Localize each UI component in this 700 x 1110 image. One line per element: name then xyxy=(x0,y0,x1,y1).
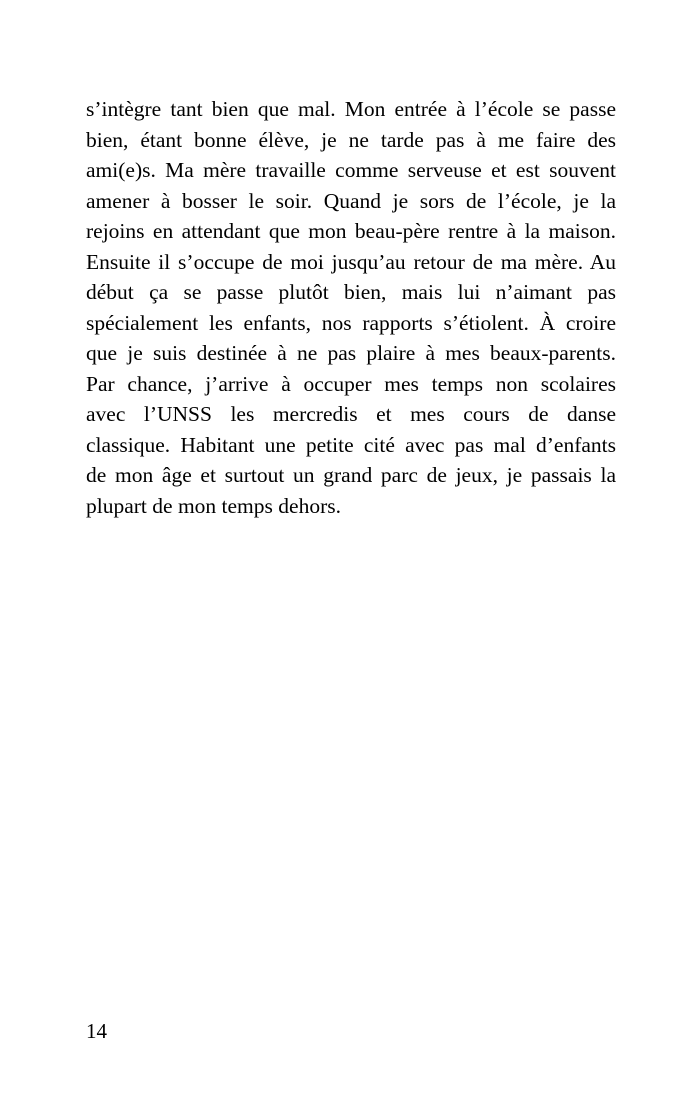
paragraph-line: classique. Habitant une petite cité avec pas mal d’enfants xyxy=(86,432,616,457)
paragraph-line: ami(e)s. Ma mère travaille comme serveuse et est souvent xyxy=(86,158,616,182)
paragraph-line: s’intègre tant bien que mal. Mon entrée à l’école se passe xyxy=(86,97,616,121)
paragraph-line: amener à bosser le soir. Quand je sors de l’école, je la xyxy=(86,188,616,213)
paragraph-line: Ensuite il s’occupe de moi jusqu’au retour de ma mère. Au xyxy=(86,249,616,274)
paragraph-line: spécialement les enfants, nos rapports s’étiolent. À croire xyxy=(86,310,616,335)
body-paragraph xyxy=(86,94,616,521)
paragraph-line: que je suis destinée à ne pas plaire à mes beaux-parents. xyxy=(86,341,616,365)
paragraph-line: rejoins en attendant que mon beau-père rentre à la maison. xyxy=(86,219,616,243)
paragraph-line: avec l’UNSS les mercredis et mes cours de danse xyxy=(86,402,616,426)
paragraph-line: de mon âge et surtout un grand parc de jeux, je passais la xyxy=(86,463,616,487)
page-number: 14 xyxy=(86,1019,107,1043)
paragraph-line: début ça se passe plutôt bien, mais lui n’aimant pas xyxy=(86,280,616,304)
paragraph-line: Par chance, j’arrive à occuper mes temps non scolaires xyxy=(86,371,616,396)
paragraph-line: bien, étant bonne élève, je ne tarde pas à me faire des xyxy=(86,127,616,152)
paragraph-line-last: plupart de mon temps dehors. xyxy=(86,493,341,518)
